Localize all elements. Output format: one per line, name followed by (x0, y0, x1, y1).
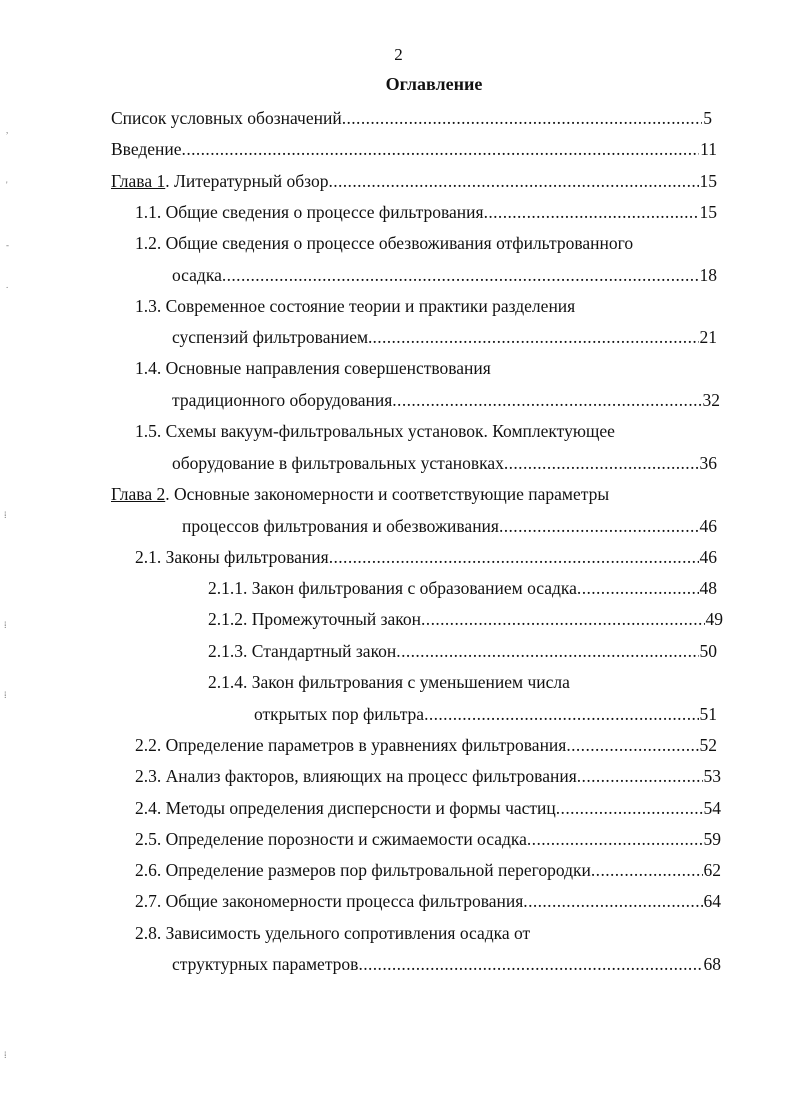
toc-entry[interactable]: открытых пор фильтра ..... 51 (254, 701, 717, 727)
toc-entry[interactable]: 2.2. Определение параметров в уравнениях фильтрования ..... 52 (135, 732, 717, 758)
chapter-link[interactable]: Глава 1 (111, 171, 166, 191)
page-ref: 50 (699, 641, 717, 661)
page-ref: 52 (699, 735, 717, 755)
toc-entry[interactable]: 2.6. Определение размеров пор фильтровальной перегородки ..... 62 (135, 857, 721, 883)
scan-mark: . (6, 280, 9, 290)
toc-entry[interactable]: Глава 2. Основные закономерности и соответствующие параметры (111, 484, 610, 504)
chapter-link[interactable]: Глава 2 (111, 484, 166, 504)
scan-mark: , (6, 125, 9, 135)
scan-mark: ⁞ (4, 690, 7, 700)
page-ref: 11 (700, 139, 717, 159)
scan-mark: - (6, 240, 9, 250)
page-ref: 49 (705, 609, 723, 629)
toc-entry[interactable]: 2.5. Определение порозности и сжимаемости осадка ..... 59 (135, 826, 721, 852)
toc-entry[interactable]: 2.1.4. Закон фильтрования с уменьшением числа (208, 672, 570, 692)
toc-entry[interactable]: 2.3. Анализ факторов, влияющих на процесс фильтрования ..... 53 (135, 763, 721, 789)
scan-mark: ⁞ (4, 1050, 7, 1060)
page-ref: 53 (703, 766, 721, 786)
page-ref: 46 (699, 547, 717, 567)
toc-entry[interactable]: 1.4. Основные направления совершенствования (135, 358, 491, 378)
toc-title: Оглавление (385, 74, 483, 94)
toc-entry[interactable]: 2.4. Методы определения дисперсности и формы частиц ..... 54 (135, 795, 721, 821)
toc-entry[interactable]: Введение ..... 11 (111, 136, 717, 162)
toc-entry[interactable]: 1.1. Общие сведения о процессе фильтрования ..... 15 (135, 199, 717, 225)
toc-entry[interactable]: 2.1. Законы фильтрования ..... 46 (135, 544, 717, 570)
page-ref: 68 (703, 954, 721, 974)
toc-entry[interactable]: 2.7. Общие закономерности процесса фильтрования ..... 64 (135, 888, 721, 914)
toc-entry[interactable]: 1.3. Современное состояние теории и практики разделения (135, 296, 576, 316)
page-ref: 5 (703, 108, 712, 128)
toc-entry[interactable]: 2.8. Зависимость удельного сопротивления осадка от (135, 923, 531, 943)
scan-mark: ⁞ (4, 620, 7, 630)
page-ref: 54 (703, 798, 721, 818)
toc-entry[interactable]: 1.2. Общие сведения о процессе обезвоживания отфильтрованного (135, 233, 634, 253)
toc-entry[interactable]: осадка ..... 18 (172, 262, 717, 288)
page-ref: 21 (699, 327, 717, 347)
toc-entry[interactable]: Список условных обозначений ..... 5 (111, 105, 712, 131)
toc-entry[interactable]: структурных параметров ..... 68 (172, 951, 721, 977)
page-ref: 48 (699, 578, 717, 598)
toc-entry[interactable]: традиционного оборудования ..... 32 (172, 387, 720, 413)
toc-entry[interactable]: Глава 1. Литературный обзор ..... 15 (111, 168, 717, 194)
toc-entry[interactable]: процессов фильтрования и обезвоживания ..... 46 (182, 513, 717, 539)
page-ref: 64 (703, 891, 721, 911)
page-number: 2 (394, 45, 403, 64)
toc-entry[interactable]: 1.5. Схемы вакуум-фильтровальных установок. Комплектующее (135, 421, 615, 441)
page-ref: 59 (703, 829, 721, 849)
page-ref: 51 (699, 704, 717, 724)
toc-entry[interactable]: 2.1.1. Закон фильтрования с образованием осадка ..... 48 (208, 575, 717, 601)
page-ref: 62 (703, 860, 721, 880)
page-ref: 18 (699, 265, 717, 285)
page-ref: 15 (699, 171, 717, 191)
toc-entry[interactable]: оборудование в фильтровальных установках ..... 36 (172, 450, 717, 476)
scan-mark: ⁞ (4, 510, 7, 520)
page-ref: 36 (699, 453, 717, 473)
toc-entry[interactable]: 2.1.3. Стандартный закон ..... 50 (208, 638, 717, 664)
scan-mark: ' (6, 180, 8, 190)
page-ref: 15 (699, 202, 717, 222)
page-ref: 46 (699, 516, 717, 536)
toc-entry[interactable]: суспензий фильтрованием. ..... 21 (172, 324, 717, 350)
page-ref: 32 (702, 390, 720, 410)
toc-entry[interactable]: 2.1.2. Промежуточный закон ..... 49 (208, 606, 723, 632)
